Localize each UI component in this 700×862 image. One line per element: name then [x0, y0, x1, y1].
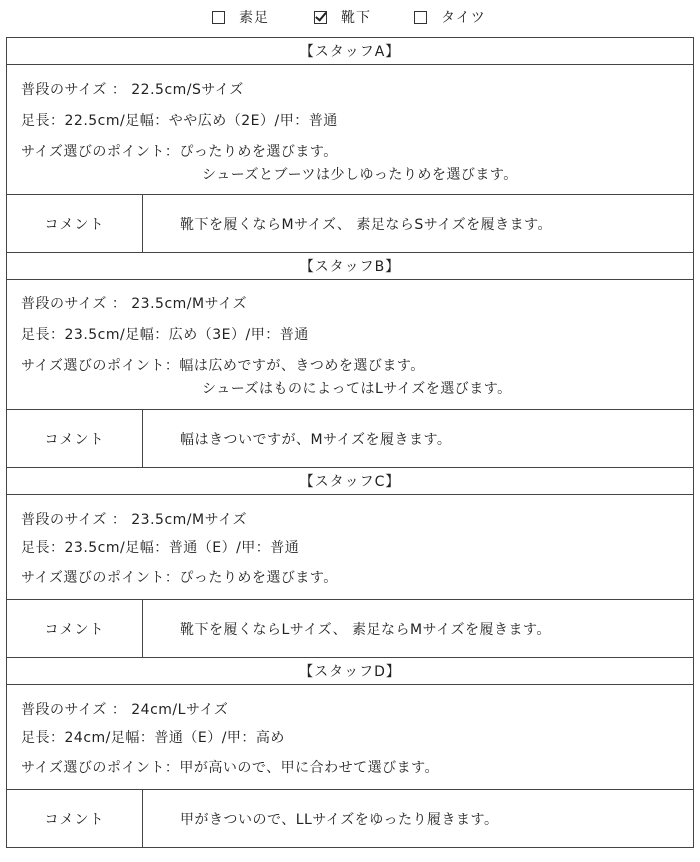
staff-info: [7, 280, 693, 410]
staff-info: [7, 495, 693, 600]
foot-measurements: 足長：22.5cm/足幅：やや広め（2E）/甲：普通: [21, 113, 338, 129]
comment-label: コメント: [7, 410, 143, 467]
comment-text: 靴下を履くならMサイズ、 素足ならSサイズを履きます。: [180, 216, 552, 233]
staff-header: 【スタッフB】: [7, 253, 693, 280]
size-point: サイズ選びのポイント：ぴったりめを選びます。: [21, 570, 338, 586]
size-point-continued: シューズとブーツは少しゆったりめを選びます。: [202, 167, 518, 183]
socks-checkbox[interactable]: [314, 11, 327, 24]
foot-measurements: 足長：23.5cm/足幅：普通（E）/甲：普通: [21, 540, 300, 556]
comment-label: コメント: [7, 790, 143, 847]
comment-text: 幅はきついですが、Mサイズを履きます。: [180, 431, 452, 448]
size-point-continued: シューズはものによってはLサイズを選びます。: [202, 381, 512, 397]
staff-info: [7, 685, 693, 790]
size-point: サイズ選びのポイント：幅は広めですが、きつめを選びます。: [21, 358, 425, 374]
option-tights[interactable]: [414, 4, 486, 30]
comment-label: コメント: [7, 600, 143, 657]
comment-row: [7, 195, 693, 253]
usual-size: 普段のサイズ ： 22.5cm/Sサイズ: [21, 82, 244, 98]
foot-measurements: 足長：23.5cm/足幅：広め（3E）/甲：普通: [21, 327, 309, 343]
comment-row: [7, 410, 693, 468]
staff-size-table: [6, 37, 694, 848]
barefoot-checkbox[interactable]: [212, 11, 225, 24]
comment-text: 靴下を履くならLサイズ、 素足ならMサイズを履きます。: [180, 621, 551, 638]
size-point: サイズ選びのポイント：甲が高いので、甲に合わせて選びます。: [21, 760, 439, 776]
comment-label: コメント: [7, 195, 143, 252]
staff-info: [7, 65, 693, 195]
option-barefoot[interactable]: [212, 4, 269, 30]
usual-size: 普段のサイズ ： 23.5cm/Mサイズ: [21, 512, 247, 528]
comment-text: 甲がきついので、LLサイズをゆったり履きます。: [180, 811, 499, 828]
staff-header: 【スタッフC】: [7, 468, 693, 495]
option-socks[interactable]: [314, 4, 371, 30]
staff-header: 【スタッフA】: [7, 38, 693, 65]
staff-header: 【スタッフD】: [7, 658, 693, 685]
sock-type-options: [0, 4, 700, 30]
comment-row: [7, 600, 693, 658]
option-label: 靴下: [341, 10, 371, 26]
option-label: タイツ: [441, 10, 486, 26]
size-point: サイズ選びのポイント：ぴったりめを選びます。: [21, 144, 338, 160]
usual-size: 普段のサイズ ： 24cm/Lサイズ: [21, 702, 229, 718]
comment-row: [7, 790, 693, 848]
option-label: 素足: [239, 10, 269, 26]
foot-measurements: 足長：24cm/足幅：普通（E）/甲：高め: [21, 730, 285, 746]
tights-checkbox[interactable]: [414, 11, 427, 24]
usual-size: 普段のサイズ ： 23.5cm/Mサイズ: [21, 296, 247, 312]
